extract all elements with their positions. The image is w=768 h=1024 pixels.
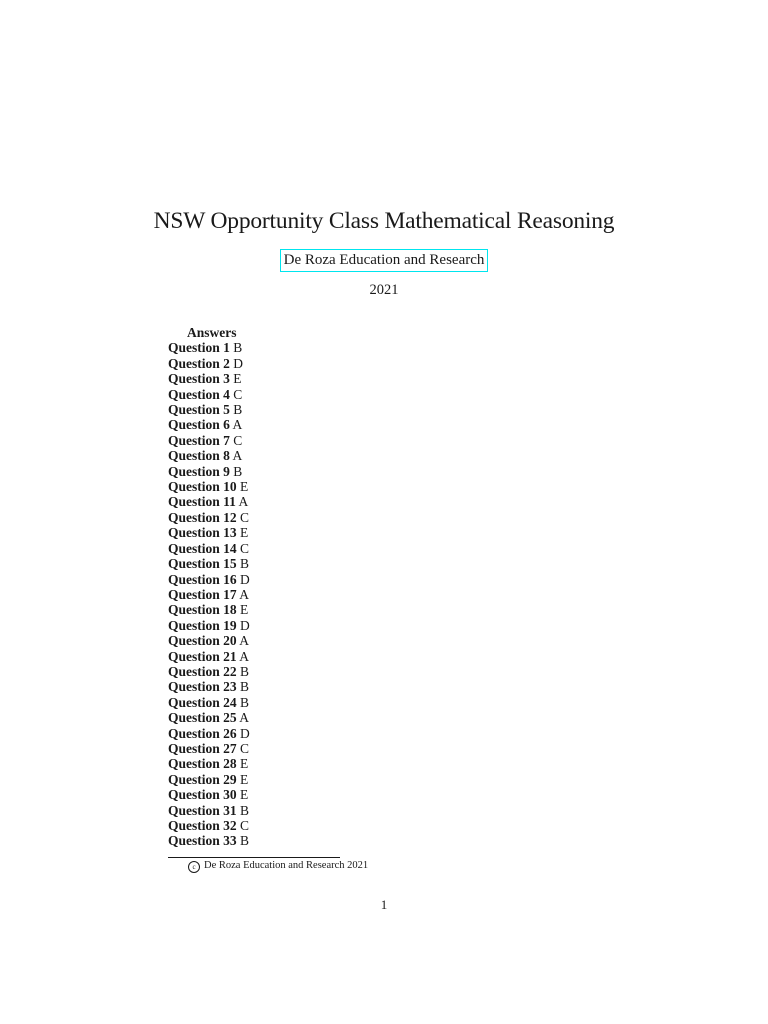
- answer-row: [168, 618, 468, 633]
- answer-row: [168, 448, 468, 463]
- question-answer: A: [239, 710, 250, 726]
- answer-row: [168, 340, 468, 355]
- question-answer: D: [233, 355, 244, 371]
- answer-row: [168, 664, 468, 679]
- question-label: Question 5: [168, 402, 230, 418]
- question-answer: C: [240, 540, 250, 556]
- answer-row: [168, 726, 468, 741]
- question-label: Question 24: [168, 694, 237, 710]
- answer-row: [168, 803, 468, 818]
- question-label: Question 2: [168, 355, 230, 371]
- question-answer: A: [238, 494, 249, 510]
- question-answer: B: [233, 463, 243, 479]
- question-answer: B: [240, 679, 250, 695]
- question-label: Question 1: [168, 340, 230, 356]
- question-label: Question 20: [168, 633, 237, 649]
- question-answer: A: [239, 633, 250, 649]
- answer-list: [168, 340, 468, 848]
- question-answer: C: [240, 818, 250, 833]
- question-answer: B: [240, 556, 250, 572]
- answers-heading: Answers: [187, 325, 237, 340]
- question-answer: E: [240, 602, 249, 618]
- question-label: Question 33: [168, 833, 237, 849]
- answer-row: [168, 633, 468, 648]
- answer-row: [168, 387, 468, 402]
- answer-row: [168, 479, 468, 494]
- question-answer: D: [240, 571, 250, 587]
- answer-row: [168, 433, 468, 448]
- answer-row: [168, 541, 468, 556]
- question-label: Question 13: [168, 525, 237, 541]
- answer-row: [168, 587, 468, 602]
- document-title: NSW Opportunity Class Mathematical Reasoning: [153, 208, 615, 234]
- answer-row: [168, 602, 468, 617]
- answer-row: [168, 787, 468, 802]
- answer-row: [168, 741, 468, 756]
- question-answer: B: [233, 340, 243, 356]
- answer-row: [168, 818, 468, 833]
- answer-row: [168, 556, 468, 571]
- question-answer: B: [240, 802, 250, 818]
- answer-row: [168, 417, 468, 432]
- question-answer: E: [240, 525, 249, 541]
- question-label: Question 10: [168, 479, 237, 495]
- question-answer: C: [240, 509, 250, 525]
- question-label: Question 27: [168, 740, 237, 756]
- question-label: Question 30: [168, 787, 237, 803]
- answers-section: [168, 325, 468, 849]
- question-label: Question 17: [168, 586, 237, 602]
- question-label: Question 21: [168, 648, 237, 664]
- question-answer: E: [240, 479, 249, 495]
- question-label: Question 29: [168, 771, 237, 787]
- document-year: 2021: [369, 282, 399, 298]
- footnote-text: De Roza Education and Research 2021: [204, 860, 369, 871]
- question-answer: E: [233, 371, 242, 387]
- answer-row: [168, 371, 468, 386]
- author-container: [0, 249, 768, 272]
- question-answer: D: [240, 725, 250, 741]
- question-label: Question 26: [168, 725, 237, 741]
- question-label: Question 4: [168, 386, 230, 402]
- question-label: Question 28: [168, 756, 237, 772]
- copyright-icon: c: [188, 861, 200, 873]
- question-label: Question 12: [168, 509, 237, 525]
- question-label: Question 32: [168, 818, 237, 833]
- question-answer: B: [240, 833, 250, 849]
- question-answer: E: [240, 756, 249, 772]
- page-number: 1: [380, 897, 388, 912]
- question-label: Question 3: [168, 371, 230, 387]
- question-label: Question 14: [168, 540, 237, 556]
- footnote-divider: [168, 857, 340, 858]
- question-answer: A: [232, 417, 243, 433]
- question-answer: A: [239, 648, 250, 664]
- answer-row: [168, 525, 468, 540]
- question-label: Question 31: [168, 802, 237, 818]
- answer-row: [168, 710, 468, 725]
- question-answer: D: [240, 617, 250, 633]
- answer-row: [168, 356, 468, 371]
- question-label: Question 15: [168, 556, 237, 572]
- answer-row: [168, 695, 468, 710]
- answer-row: [168, 679, 468, 694]
- question-label: Question 11: [168, 494, 236, 510]
- question-answer: C: [233, 386, 243, 402]
- question-answer: C: [240, 740, 250, 756]
- question-label: Question 19: [168, 617, 237, 633]
- author-link[interactable]: De Roza Education and Research: [280, 249, 489, 272]
- question-label: Question 25: [168, 710, 237, 726]
- question-label: Question 9: [168, 463, 230, 479]
- question-answer: C: [233, 432, 243, 448]
- answer-row: [168, 402, 468, 417]
- answer-row: [168, 572, 468, 587]
- question-label: Question 23: [168, 679, 237, 695]
- question-answer: B: [240, 663, 250, 679]
- answer-row: [168, 833, 468, 848]
- answer-row: [168, 510, 468, 525]
- question-answer: B: [240, 694, 250, 710]
- question-answer: E: [240, 771, 249, 787]
- question-label: Question 16: [168, 571, 237, 587]
- question-label: Question 18: [168, 602, 237, 618]
- answer-row: [168, 772, 468, 787]
- answer-row: [168, 756, 468, 771]
- question-label: Question 8: [168, 448, 230, 464]
- question-label: Question 7: [168, 432, 230, 448]
- answer-row: [168, 494, 468, 509]
- question-answer: E: [240, 787, 249, 803]
- question-label: Question 6: [168, 417, 230, 433]
- question-answer: A: [239, 586, 250, 602]
- answer-row: [168, 464, 468, 479]
- question-answer: B: [233, 402, 243, 418]
- question-label: Question 22: [168, 663, 237, 679]
- footnote: [188, 859, 368, 873]
- answer-row: [168, 649, 468, 664]
- question-answer: A: [232, 448, 243, 464]
